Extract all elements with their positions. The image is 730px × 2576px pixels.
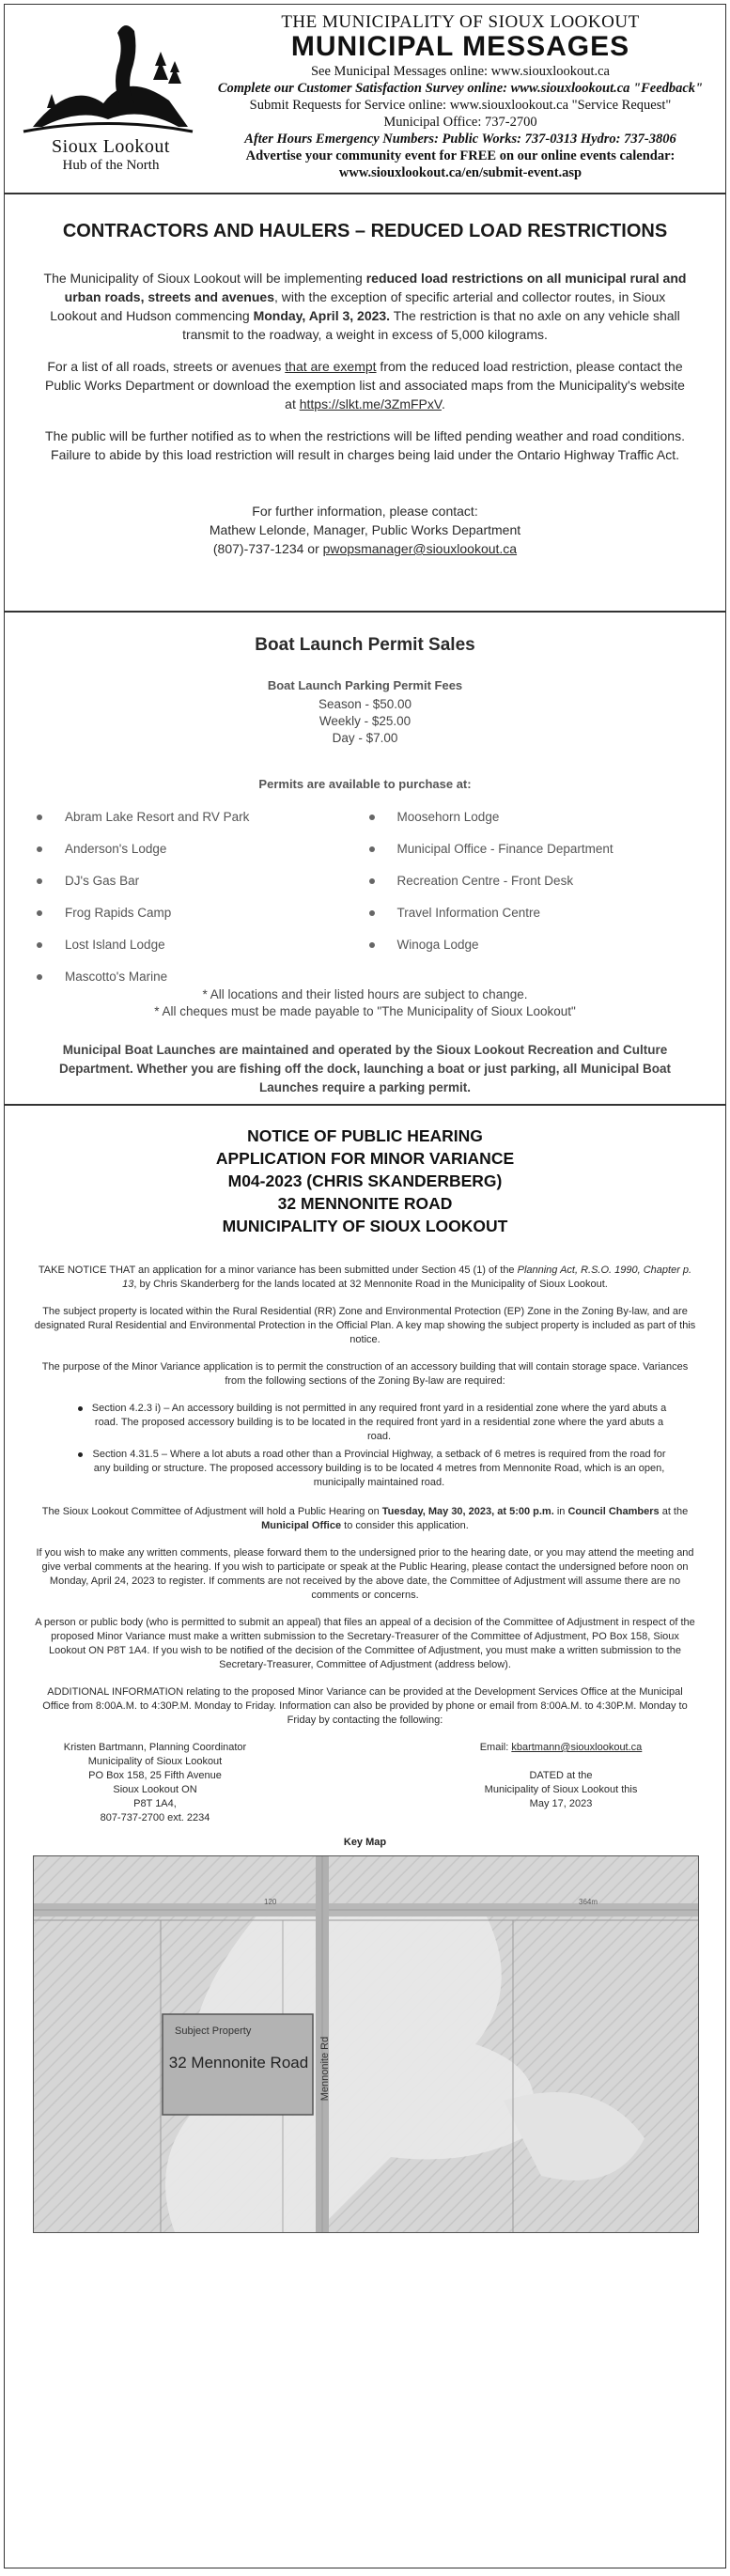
list-item — [365, 936, 698, 954]
logo-name: Sioux Lookout — [52, 136, 170, 157]
list-item — [33, 968, 365, 986]
list-item — [33, 872, 365, 891]
bullet-icon — [37, 942, 42, 948]
section-title: CONTRACTORS AND HAULERS – REDUCED LOAD RESTRICTIONS — [62, 221, 668, 241]
locations-list — [33, 808, 697, 1000]
location-name: Winoga Lodge — [396, 938, 479, 952]
paragraph — [33, 1264, 697, 1292]
text: The Municipality of Sioux Lookout will be implementing — [43, 271, 366, 286]
road-number-label: 364m — [579, 1898, 598, 1906]
road-name-label: Mennonite Rd — [319, 2036, 331, 2102]
property-address-label: 32 Mennonite Road — [168, 2054, 309, 2072]
list-item — [365, 872, 698, 891]
contact-intro: For further information, please contact: — [252, 504, 478, 519]
fee-item: Weekly - $25.00 — [318, 714, 412, 728]
address-line: PO Box 158, 25 Fifth Avenue — [88, 1770, 222, 1781]
address-line: 807-737-2700 ext. 2234 — [100, 1812, 210, 1823]
dated-line: May 17, 2023 — [529, 1798, 593, 1809]
text: . — [441, 396, 445, 411]
paragraph: If you wish to make any written comments, please forward them to the undersigned prior to the hearing date, or you may attend the meeting and give verbal comments at the hearing. If you wish to participate or speak at the Public Hearing, please contact the undersigned before noon on Monday, April 24, 2023 to register. If comments are not received by the above date, the Committee of Adjustment will assume there are no comments or concerns. — [36, 1547, 694, 1601]
text-italic: Planning Act, R.S.O. 1990, Chapter p. 13 — [122, 1265, 692, 1290]
list-item — [365, 904, 698, 923]
text-bold: Council Chambers — [567, 1506, 660, 1517]
list-item — [365, 808, 698, 827]
masthead-subtitle: THE MUNICIPALITY OF SIOUX LOOKOUT — [281, 12, 640, 32]
text: in — [553, 1506, 568, 1517]
fee-item: Season - $50.00 — [318, 697, 412, 711]
note: * All locations and their listed hours are subject to change. — [202, 987, 528, 1001]
list-item — [365, 840, 698, 859]
title-line: MUNICIPALITY OF SIOUX LOOKOUT — [222, 1217, 508, 1235]
list-item — [33, 808, 365, 827]
paragraph: The public will be further notified as to when the restrictions will be lifted pending weather and road conditions. Failure to abide by this load restriction will result in charges being laid under the Ontario Highway Traffic Act. — [45, 428, 685, 462]
locations-column-right — [365, 808, 698, 1000]
masthead-line: After Hours Emergency Numbers: Public Works: 737-0313 Hydro: 737-3806 — [244, 132, 676, 147]
bullet-icon — [369, 878, 375, 884]
masthead-line: See Municipal Messages online: www.siouxlookout.ca — [310, 64, 610, 79]
load-restrictions-notice — [5, 194, 725, 613]
purchase-title: Permits are available to purchase at: — [258, 777, 472, 791]
text-bold: reduced load restrictions on all municipal rural and urban roads, streets and avenues — [64, 271, 687, 304]
text-bold: Municipal Office — [261, 1520, 342, 1531]
paragraph — [42, 269, 688, 344]
masthead-line: Advertise your community event for FREE on our online events calendar: — [245, 148, 676, 163]
text: to consider this application. — [341, 1520, 469, 1531]
masthead-line: Municipal Office: 737-2700 — [383, 115, 537, 130]
paragraph: The purpose of the Minor Variance application is to permit the construction of an accessory building that will contain storage space. Variances from the following sections of the Zoning By-law are required: — [41, 1361, 689, 1387]
text: For a list of all roads, streets or avenues — [47, 359, 286, 374]
masthead-line: Complete our Customer Satisfaction Survey online: www.siouxlookout.ca "Feedback" — [217, 81, 704, 96]
subject-property-label: Subject Property — [175, 2025, 252, 2037]
location-name: Moosehorn Lodge — [396, 810, 500, 824]
title-line: APPLICATION FOR MINOR VARIANCE — [215, 1149, 515, 1168]
paragraph: The subject property is located within the Rural Residential (RR) Zone and Environmental Protection (EP) Zone in the Zoning By-law, and are designated Rural Residential and Environmental Protection in the Official Plan. A key map showing the subject property is included as part of this notice. — [34, 1306, 696, 1345]
contact-address — [33, 1741, 277, 1825]
location-name: Frog Rapids Camp — [65, 906, 172, 920]
text-underlined: that are exempt — [285, 359, 377, 374]
road-number-label: 120 — [264, 1898, 277, 1906]
location-name: Abram Lake Resort and RV Park — [65, 810, 250, 824]
list-item — [33, 936, 365, 954]
note: * All cheques must be made payable to "The Municipality of Sioux Lookout" — [154, 1004, 576, 1018]
location-name: Anderson's Lodge — [65, 842, 167, 856]
text: , with the exception of specific arterial and collector routes, in Sioux Lookout and Hudson commencing — [50, 289, 666, 323]
exemption-link[interactable]: https://slkt.me/3ZmFPxV — [299, 396, 442, 411]
bullet-text: Section 4.31.5 – Where a lot abuts a road other than a Provincial Highway, a setback of 6 metres is required from the road for any building or structure. The proposed accessory building is to be located 4 metres from Mennonite Road, which is an open, municipally maintained road. — [92, 1449, 666, 1488]
locations-column-left — [33, 808, 365, 1000]
dated-line: DATED at the — [529, 1770, 593, 1781]
address-line: Municipality of Sioux Lookout — [87, 1756, 223, 1767]
notice-title — [33, 1125, 697, 1237]
key-map — [33, 1855, 699, 2233]
location-name: Lost Island Lodge — [65, 938, 165, 952]
paragraph: ADDITIONAL INFORMATION relating to the proposed Minor Variance can be provided at the Development Services Office at the Municipal Office from 8:00A.M. to 4:30P.M. Monday to Friday. Information can also be provided by phone or email from 8:00A.M. to 4:30P.M. Monday to Friday by contacting the following: — [42, 1686, 688, 1726]
text-bold: Tuesday, May 30, 2023, at 5:00 p.m. — [381, 1506, 554, 1517]
text: , by Chris Skanderberg for the lands located at 32 Mennonite Road in the Municipality of Sioux Lookout. — [133, 1279, 608, 1290]
title-line: M04-2023 (CHRIS SKANDERBERG) — [227, 1172, 503, 1190]
location-name: DJ's Gas Bar — [65, 874, 140, 888]
text: The restriction is that no axle on any vehicle shall transmit to the roadway, a weight in excess of 5,000 kilograms. — [182, 308, 680, 342]
contact-phone: (807)-737-1234 or — [212, 541, 323, 556]
bullet-item — [33, 1448, 697, 1490]
bullet-icon — [78, 1406, 83, 1411]
bullet-icon — [37, 910, 42, 916]
location-name: Mascotto's Marine — [65, 970, 168, 984]
text: The Sioux Lookout Committee of Adjustment will hold a Public Hearing on — [41, 1506, 382, 1517]
closing-paragraph: Municipal Boat Launches are maintained and operated by the Sioux Lookout Recreation and Culture Department. Whether you are fishing off the dock, launching a boat or just parking, all Municipal Boat Launches require a parking permit. — [58, 1043, 672, 1094]
bullet-icon — [369, 846, 375, 852]
bullet-item — [33, 1402, 697, 1444]
masthead-text — [197, 12, 723, 181]
bullet-icon — [369, 942, 375, 948]
address-line: Kristen Bartmann, Planning Coordinator — [63, 1742, 247, 1753]
logo-tagline: Hub of the North — [62, 158, 160, 173]
masthead-line: www.siouxlookout.ca/en/submit-event.asp — [338, 165, 582, 180]
location-name: Travel Information Centre — [396, 906, 541, 920]
keymap-title: Key Map — [343, 1837, 387, 1848]
public-hearing-notice — [5, 1106, 725, 2559]
email-link[interactable]: kbartmann@siouxlookout.ca — [511, 1742, 643, 1753]
address-line: P8T 1A4, — [133, 1798, 177, 1809]
fees-title: Boat Launch Parking Permit Fees — [267, 678, 463, 692]
text: at the — [659, 1506, 689, 1517]
text: from the reduced load restriction, please contact the Public Works Department or download the exemption list and associated maps from the Municipality's website at — [45, 359, 685, 411]
boat-launch-notice — [5, 613, 725, 1106]
location-name: Recreation Centre - Front Desk — [396, 874, 574, 888]
bullet-icon — [369, 815, 375, 820]
contact-phone-email — [42, 539, 688, 558]
bullet-icon — [37, 878, 42, 884]
bullet-icon — [78, 1452, 83, 1457]
bullet-icon — [37, 974, 42, 980]
contact-name: Mathew Lelonde, Manager, Public Works Department — [209, 522, 521, 537]
bullet-icon — [369, 910, 375, 916]
title-line: NOTICE OF PUBLIC HEARING — [247, 1126, 483, 1145]
paragraph — [42, 357, 688, 413]
bullet-icon — [37, 846, 42, 852]
masthead-line: Submit Requests for Service online: www.siouxlookout.ca "Service Request" — [249, 98, 672, 113]
address-line: Sioux Lookout ON — [113, 1784, 197, 1795]
contact-dated — [453, 1741, 669, 1825]
title-line: 32 MENNONITE ROAD — [277, 1194, 453, 1213]
list-item — [33, 904, 365, 923]
bullet-icon — [37, 815, 42, 820]
key-map-image — [34, 1856, 698, 2232]
section-title: Boat Launch Permit Sales — [255, 635, 475, 655]
paragraph — [33, 1505, 697, 1533]
text-bold: Monday, April 3, 2023. — [253, 308, 391, 323]
contact-email-link[interactable]: pwopsmanager@siouxlookout.ca — [322, 541, 518, 556]
newspaper-page — [4, 4, 726, 2568]
paragraph: A person or public body (who is permitted to submit an appeal) that files an appeal of a decision of the Committee of Adjustment in respect of the proposed Minor Variance must make a written submission to the Secretary-Treasurer of the Committee of Adjustment, PO Box 158, Sioux Lookout ON P8T 1A4. If you wish to be notified of the decision of the Committee of Adjustment, you must make a written submission to the Secretary-Treasurer, Committee of Adjustment (address below). — [35, 1617, 695, 1670]
fee-item: Day - $7.00 — [332, 731, 398, 745]
dated-line: Municipality of Sioux Lookout this — [484, 1784, 638, 1795]
masthead-title: MUNICIPAL MESSAGES — [290, 31, 630, 62]
email-line — [453, 1741, 669, 1755]
bullet-text: Section 4.2.3 i) – An accessory building is not permitted in any required front yard in a residential zone where the yard abuts a road. The proposed accessory building is to be located in the required front yard in a residential zone where the yard abuts a road. — [91, 1403, 667, 1442]
text: TAKE NOTICE THAT an application for a minor variance has been submitted under Section 45 (1) of the — [38, 1265, 518, 1276]
location-name: Municipal Office - Finance Department — [396, 842, 614, 856]
list-item — [33, 840, 365, 859]
contact-block — [33, 1741, 697, 1825]
email-label: Email: — [479, 1742, 512, 1753]
masthead — [5, 5, 725, 194]
